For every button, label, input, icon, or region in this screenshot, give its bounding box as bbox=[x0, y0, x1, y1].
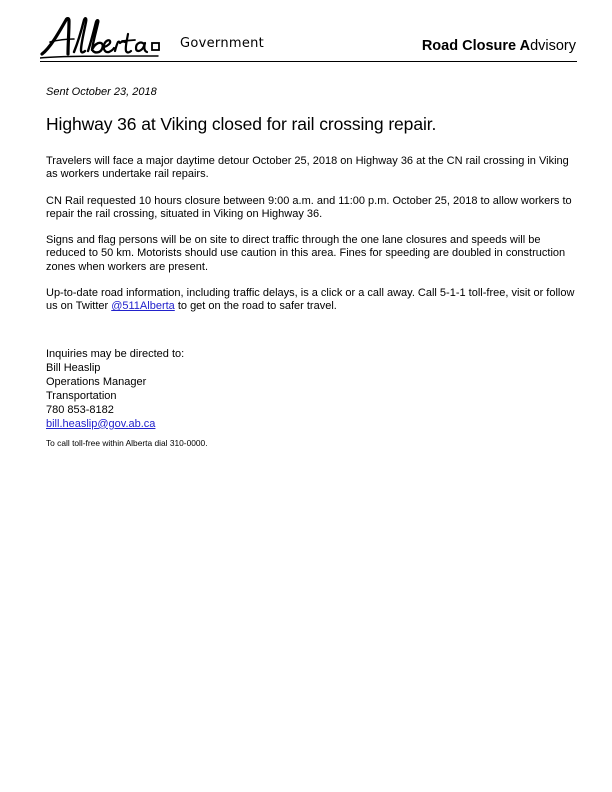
sent-date: Sent October 23, 2018 bbox=[46, 86, 157, 98]
contact-phone: 780 853-8182 bbox=[46, 403, 114, 416]
advisory-title-a: A bbox=[519, 38, 531, 54]
advisory-title bbox=[422, 38, 576, 54]
paragraph-safety: Signs and flag persons will be on site to direct traffic through the one lane closures and speeds will be reduced to 50 km. Motorists should use caution in this area. Fines for speeding are doubled in construction zones when workers are present. bbox=[46, 234, 566, 273]
header-divider bbox=[40, 61, 577, 62]
contact-email-link[interactable]: bill.heaslip@gov.ab.ca bbox=[46, 417, 156, 430]
release-body bbox=[46, 86, 576, 448]
advisory-title-suffix: dvisory bbox=[530, 38, 576, 54]
road-info-text-after: to get on the road to safer travel. bbox=[174, 300, 337, 313]
paragraph-detour: Travelers will face a major daytime detour October 25, 2018 on Highway 36 at the CN rail crossing in Viking as workers undertake rail repairs. bbox=[46, 155, 569, 181]
contact-name: Bill Heaslip bbox=[46, 361, 101, 374]
contact-block bbox=[46, 347, 576, 431]
road-info-text-before: Up-to-date road information, including traffic delays, is a click or a call away. Call 5-1-1 toll-free, visit or follow us on Twitter bbox=[46, 287, 575, 313]
paragraph-closure-hours: CN Rail requested 10 hours closure between 9:00 a.m. and 11:00 p.m. October 25, 2018 to allow workers to repair the rail crossing, situated in Viking on Highway 36. bbox=[46, 194, 572, 220]
paragraph-road-info bbox=[46, 287, 576, 314]
alberta-wordmark-icon bbox=[40, 14, 180, 60]
toll-free-note: To call toll-free within Alberta dial 310-0000. bbox=[46, 437, 208, 448]
contact-department: Transportation bbox=[46, 389, 117, 402]
contact-title: Operations Manager bbox=[46, 375, 147, 388]
advisory-title-prefix: Road Closure bbox=[421, 38, 520, 54]
page-header bbox=[40, 14, 580, 64]
government-label: Government bbox=[180, 36, 265, 51]
contact-intro: Inquiries may be directed to: bbox=[46, 347, 185, 360]
alberta-government-logo bbox=[40, 14, 270, 60]
twitter-511alberta-link[interactable]: @511Alberta bbox=[111, 300, 175, 313]
headline: Highway 36 at Viking closed for rail crossing repair. bbox=[46, 114, 437, 134]
